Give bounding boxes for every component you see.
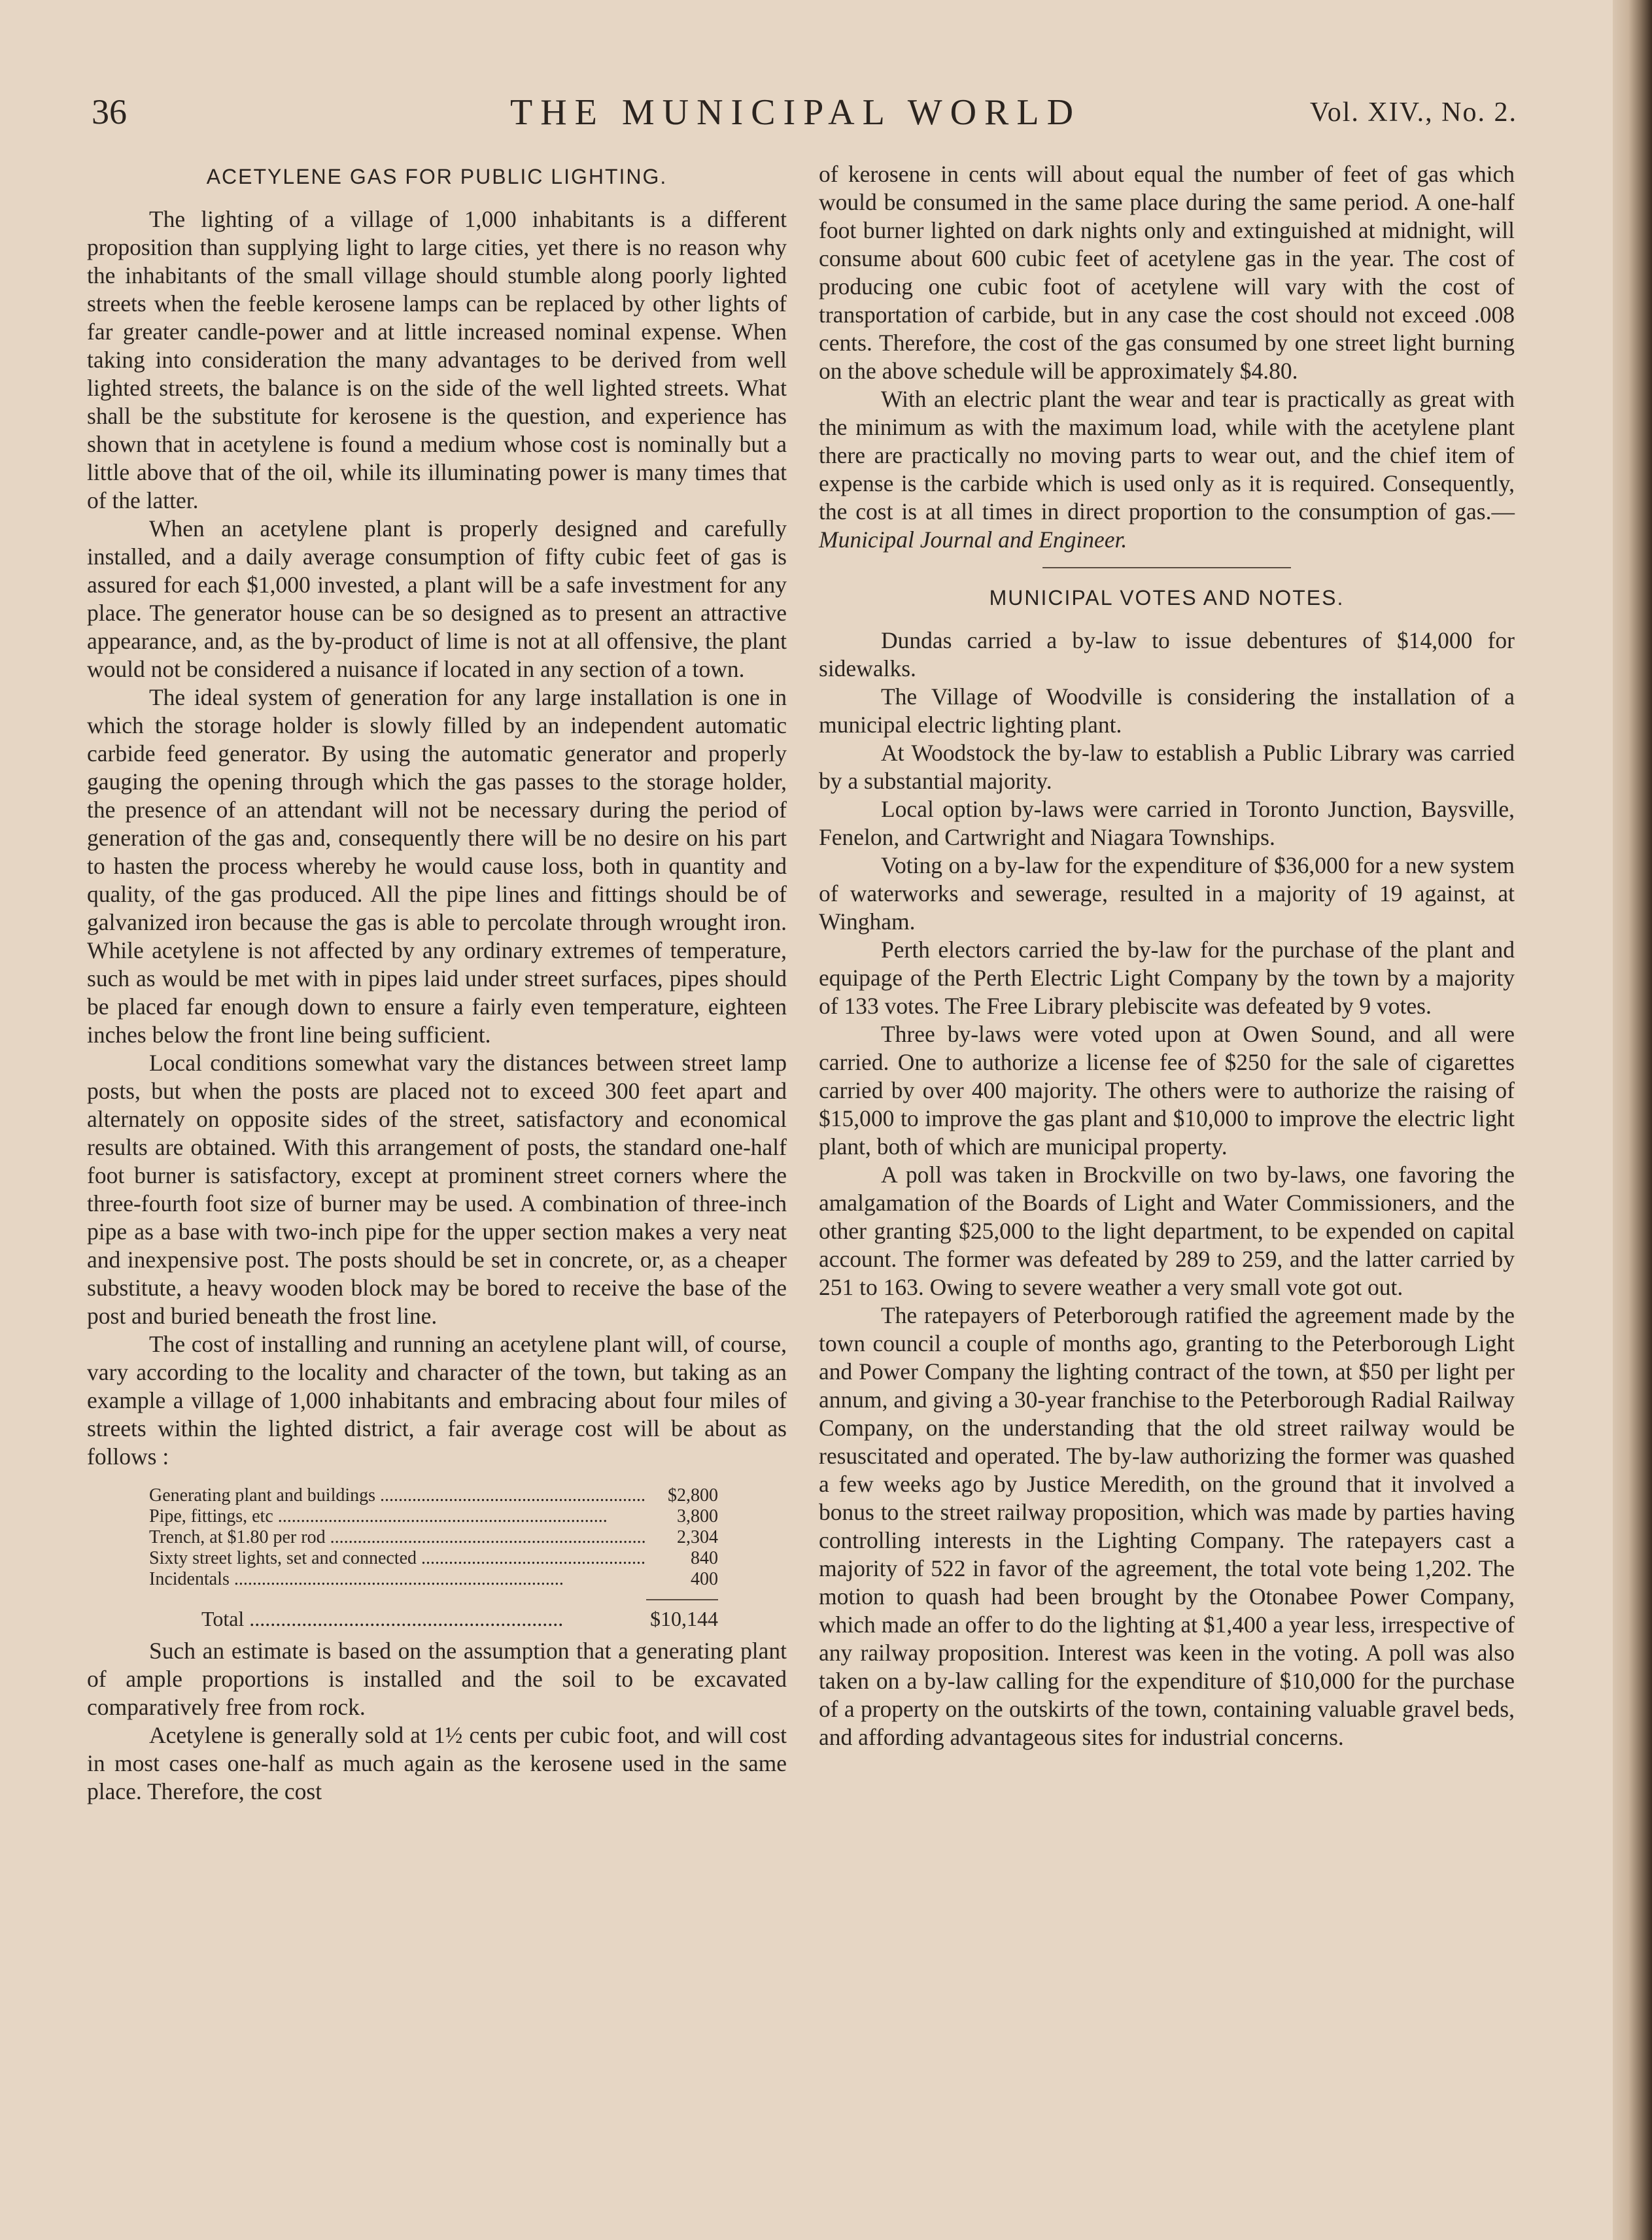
- cost-row: [149, 1506, 718, 1527]
- paragraph: Dundas carried a by-law to issue debentures of $14,000 for sidewalks.: [819, 627, 1515, 681]
- paragraph: When an acetylene plant is properly designed and carefully installed, and a daily average consumption of fifty cubic feet of gas is assured for each $1,000 invested, a plant will be a safe investment for any place. The generator house can be so designed as to present an attractive appearance, and, as the by-product of lime is not at all offensive, the plant would not be considered a nuisance if located in any section of a town.: [87, 515, 787, 682]
- page-header: [92, 92, 1517, 144]
- paragraph: Acetylene is generally sold at 1½ cents per cubic foot, and will cost in most cases one-half as much again as the kerosene used in the same place. Therefore, the cost: [87, 1722, 787, 1804]
- paragraph: [819, 385, 1515, 554]
- cost-label: Generating plant and buildings .....: [149, 1485, 646, 1506]
- cost-row: [149, 1527, 718, 1548]
- cost-row: [149, 1569, 718, 1590]
- section-divider: [1042, 567, 1291, 568]
- cost-value: 400: [691, 1569, 718, 1589]
- total-rule: [646, 1599, 718, 1600]
- paragraph: The cost of installing and running an acetylene plant will, of course, vary according to the locality and character of the town, but taking as an example a village of 1,000 inhabitants and embracing about four miles of streets within the lighted district, a fair average cost will be about as follows :: [87, 1331, 787, 1470]
- paragraph: Voting on a by-law for the expenditure of $36,000 for a new system of waterworks and sewerage, resulted in a majority of 19 against, at Wingham.: [819, 852, 1515, 935]
- paragraph: The ratepayers of Peterborough ratified the agreement made by the town council a couple of months ago, granting to the Peterborough Light and Power Company the lighting contract of the town, at $50 per light per annum, and giving a 30-year franchise to the Peterborough Radial Railway Company, on the understanding that the old street railway would be resuscitated and operated. The by-law authorizing the former was quashed a few weeks ago by Justice Meredith, on the ground that it involved a bonus to the street railway proposition, which was made by parties having controlling interests in the Lighting Company. The ratepayers cast a majority of 522 in favor of the agreement, the total vote being 1,202. The motion to quash had been brought by the Otonabee Power Company, which made an offer to do the lighting at $1,400 a year less, irrespective of any railway proposition. Interest was keen in the voting. A poll was also taken on a by-law calling for the expenditure of $10,000 for the purchase of a property on the outskirts of the town, containing valuable gravel beds, and affording advantageous sites for industrial concerns.: [819, 1302, 1515, 1750]
- article-heading-votes: MUNICIPAL VOTES AND NOTES.: [989, 586, 1345, 610]
- cost-label: Trench, at $1.80 per rod .....: [149, 1527, 646, 1548]
- cost-label: Incidentals .....: [149, 1569, 646, 1590]
- left-column: [87, 160, 787, 1806]
- cost-value: 2,304: [677, 1527, 718, 1547]
- total-row: [149, 1607, 718, 1630]
- paragraph: Local conditions somewhat vary the distances between street lamp posts, but when the posts are placed not to exceed 300 feet apart and alternately on opposite sides of the street, satisfactory and economical results are obtained. With this arrangement of posts, the standard one-half foot burner is satisfactory, except at prominent street corners where the three-fourth foot size of burner may be used. A combination of three-inch pipe as a base with two-inch pipe for the upper section makes a very neat and inexpensive post. The posts should be set in concrete, or, as a cheaper substitute, a heavy wooden block may be bored to receive the base of the post and buried beneath the frost line.: [87, 1050, 787, 1329]
- page-number: 36: [92, 92, 127, 131]
- paragraph: The Village of Woodville is considering the installation of a municipal electric lighting plant.: [819, 683, 1515, 738]
- cost-value: $2,800: [668, 1485, 718, 1506]
- cost-table: [149, 1485, 718, 1630]
- paragraph: Perth electors carried the by-law for the purchase of the plant and equipage of the Perth Electric Light Company by the town by a majority of 133 votes. The Free Library plebiscite was defeated by 9 votes.: [819, 937, 1515, 1019]
- total-value: $10,144: [650, 1607, 718, 1630]
- cost-row: [149, 1485, 718, 1506]
- cost-label: Pipe, fittings, etc .....: [149, 1506, 646, 1527]
- cost-label: Sixty street lights, set and connected .....: [149, 1548, 646, 1569]
- cost-row: [149, 1548, 718, 1569]
- source-citation: Municipal Journal and Engineer.: [819, 526, 1127, 553]
- paragraph: Such an estimate is based on the assumption that a generating plant of ample proportions is installed and the soil to be excavated comparatively free from rock.: [87, 1638, 787, 1720]
- magazine-title: THE MUNICIPAL WORLD: [510, 92, 1082, 133]
- paragraph-continued: of kerosene in cents will about equal the number of feet of gas which would be consumed in the same place during the same period. A one-half foot burner lighted on dark nights only and extinguished at midnight, will consume about 600 cubic feet of acetylene gas in the year. The cost of producing one cubic foot of acetylene will vary with the cost of transportation of carbide, but in any case the cost should not exceed .008 cents. Therefore, the cost of the gas consumed by one street light burning on the above schedule will be approximately $4.80.: [819, 161, 1515, 384]
- paragraph: A poll was taken in Brockville on two by-laws, one favoring the amalgamation of the Boards of Light and Water Commissioners, and the other granting $25,000 to the light department, to be expended on capital account. The former was defeated by 289 to 259, and the latter carried by 251 to 163. Owing to severe weather a very small vote got out.: [819, 1162, 1515, 1300]
- right-column: [819, 160, 1515, 1751]
- article-heading-acetylene: ACETYLENE GAS FOR PUBLIC LIGHTING.: [206, 165, 668, 188]
- paragraph: Three by-laws were voted upon at Owen Sound, and all were carried. One to authorize a license fee of $250 for the sale of cigarettes carried by over 400 majority. The others were to authorize the raising of $15,000 to improve the gas plant and $10,000 to improve the electric light plant, both of which are municipal property.: [819, 1021, 1515, 1160]
- paragraph: Local option by-laws were carried in Toronto Junction, Baysville, Fenelon, and Cartwright and Niagara Townships.: [819, 796, 1515, 850]
- total-label: Total .....: [201, 1607, 633, 1630]
- cost-value: 840: [691, 1548, 718, 1568]
- page-binding-edge: [1613, 0, 1652, 2240]
- cost-value: 3,800: [677, 1506, 718, 1526]
- paragraph-text: With an electric plant the wear and tear is practically as great with the minimum as with the maximum load, while with the acetylene plant there are practically no moving parts to wear out, and the chief item of expense is the carbide which is used only as it is required. Consequently, the cost is at all times in direct proportion to the consumption of gas.—: [819, 386, 1515, 525]
- paragraph: The ideal system of generation for any large installation is one in which the storage holder is slowly filled by an independent automatic carbide feed generator. By using the automatic generator and properly gauging the opening through which the gas passes to the storage holder, the presence of an attendant will not be necessary during the period of generation of the gas and, consequently there will be no desire on his part to hasten the process whereby he would cause loss, both in quantity and quality, of the gas produced. All the pipe lines and fittings should be of galvanized iron because the gas is able to percolate through wrought iron. While acetylene is not affected by any ordinary extremes of temperature, such as would be met with in pipes laid under street surfaces, pipes should be placed far enough down to ensure a fairly even temperature, eighteen inches below the front line being sufficient.: [87, 684, 787, 1048]
- volume-label: Vol. XIV., No. 2.: [1309, 97, 1517, 128]
- paragraph: At Woodstock the by-law to establish a Public Library was carried by a substantial majority.: [819, 740, 1515, 794]
- paragraph: The lighting of a village of 1,000 inhabitants is a different proposition than supplying light to large cities, yet there is no reason why the inhabitants of the small village should stumble along poorly lighted streets when the feeble kerosene lamps can be replaced by other lights of far greater candle-power and at little increased nominal expense. When taking into consideration the many advantages to be derived from well lighted streets, the balance is on the side of the well lighted streets. What shall be the substitute for kerosene is the question, and experience has shown that in acetylene is found a medium whose cost is nominally but a little above that of the oil, while its illuminating power is many times that of the latter.: [87, 206, 787, 513]
